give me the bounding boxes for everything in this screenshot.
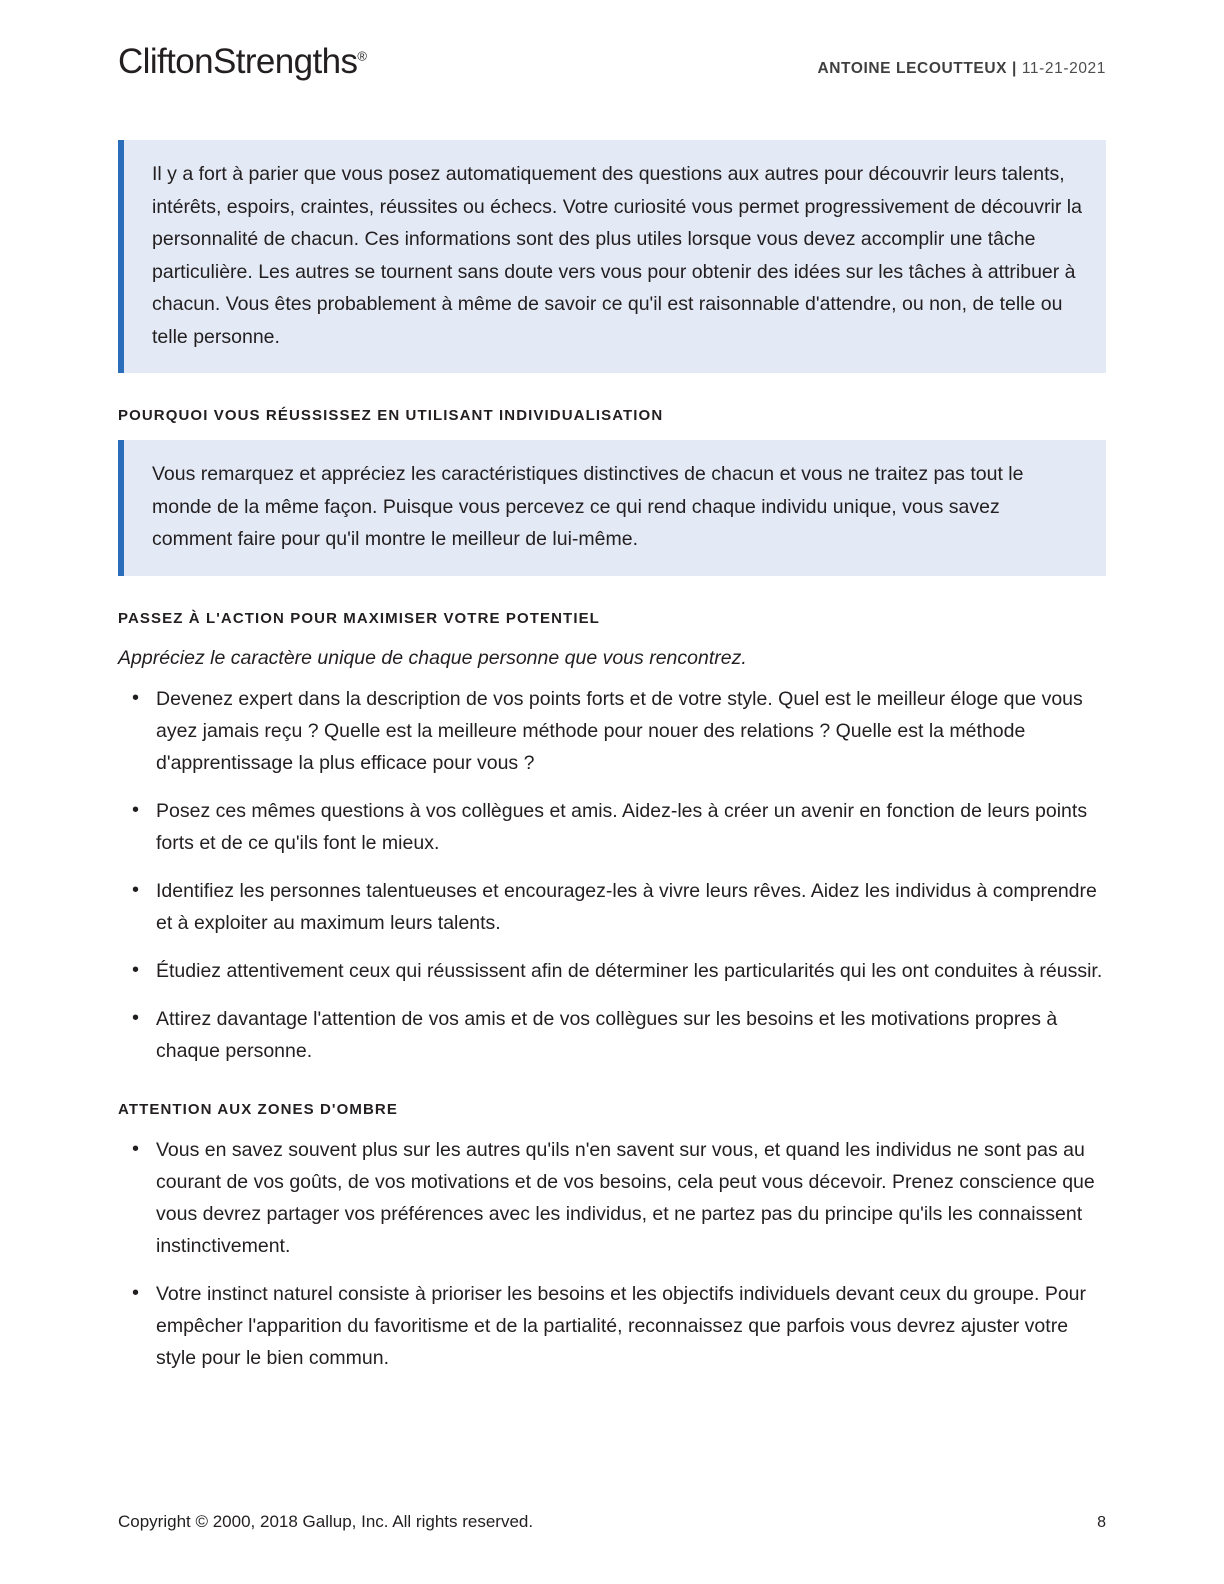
list-item: • Posez ces mêmes questions à vos collègues et amis. Aidez-les à créer un avenir en fonction de leurs points forts et de ce qu'ils font le mieux. bbox=[118, 795, 1106, 859]
page-content bbox=[118, 140, 1106, 1390]
blindspots-items-list bbox=[118, 1134, 1106, 1374]
report-date: 11-21-2021 bbox=[1021, 60, 1106, 77]
intro-callout-text: Il y a fort à parier que vous posez automatiquement des questions aux autres pour découvrir leurs talents, intérêts, espoirs, craintes, réussites ou échecs. Votre curiosité vous permet progressivement de découvrir la personnalité de chacun. Ces informations sont des plus utiles lorsque vous devez accomplir une tâche particulière. Les autres se tournent sans doute vers vous pour obtenir des idées sur les tâches à attribuer à chacun. Vous êtes probablement à même de savoir ce qu'il est raisonnable d'attendre, ou non, de telle ou telle personne. bbox=[152, 163, 1082, 348]
page-footer bbox=[118, 1512, 1106, 1536]
list-item: • Vous en savez souvent plus sur les autres qu'ils n'en savent sur vous, et quand les individus ne sont pas au courant de vos goûts, de vos motivations et de vos besoins, cela peut vous décevoir. Prenez conscience que vous devrez partager vos préférences avec les individus, et ne partez pas du principe qu'ils les connaissent instinctivement. bbox=[118, 1134, 1106, 1262]
cliftonstrengths-logo bbox=[118, 42, 367, 82]
list-item: • Identifiez les personnes talentueuses et encouragez-les à vivre leurs rêves. Aidez les individus à comprendre et à exploiter au maximum leurs talents. bbox=[118, 875, 1106, 939]
page-number: 8 bbox=[1097, 1514, 1106, 1531]
intro-callout bbox=[118, 140, 1106, 373]
section-heading-action: PASSEZ À L'ACTION POUR MAXIMISER VOTRE POTENTIEL bbox=[118, 609, 600, 627]
section-heading-blindspots: ATTENTION AUX ZONES D'OMBRE bbox=[118, 1100, 398, 1118]
action-lead-text: Appréciez le caractère unique de chaque personne que vous rencontrez. bbox=[118, 646, 747, 669]
list-item: • Votre instinct naturel consiste à prioriser les besoins et les objectifs individuels devant ceux du groupe. Pour empêcher l'apparition du favoritisme et de la partialité, reconnaissez que parfois vous devrez ajuster votre style pour le bien commun. bbox=[118, 1278, 1106, 1374]
why-callout bbox=[118, 440, 1106, 576]
list-item: • Étudiez attentivement ceux qui réussissent afin de déterminer les particularités qui les ont conduites à réussir. bbox=[118, 955, 1106, 987]
logo-text: CliftonStrengths bbox=[118, 42, 358, 81]
list-item: • Attirez davantage l'attention de vos amis et de vos collègues sur les besoins et les motivations propres à chaque personne. bbox=[118, 1003, 1106, 1067]
list-item: • Devenez expert dans la description de vos points forts et de votre style. Quel est le meilleur éloge que vous ayez jamais reçu ? Quelle est la meilleure méthode pour nouer des relations ? Quelle est la méthode d'apprentissage la plus efficace pour vous ? bbox=[118, 683, 1106, 779]
why-callout-text: Vous remarquez et appréciez les caractéristiques distinctives de chacun et vous ne traitez pas tout le monde de la même façon. Puisque vous percevez ce qui rend chaque individu unique, vous savez comment faire pour qu'il montre le meilleur de lui-même. bbox=[152, 463, 1024, 550]
user-name: ANTOINE LECOUTTEUX bbox=[817, 60, 1008, 77]
section-heading-why: POURQUOI VOUS RÉUSSISSEZ EN UTILISANT INDIVIDUALISATION bbox=[118, 407, 664, 424]
copyright-text: Copyright © 2000, 2018 Gallup, Inc. All rights reserved. bbox=[118, 1512, 534, 1531]
header-meta bbox=[817, 60, 1106, 78]
page-header bbox=[118, 42, 1106, 102]
header-separator: | bbox=[1012, 60, 1017, 77]
action-items-list bbox=[118, 683, 1106, 1067]
registered-trademark-icon: ® bbox=[357, 48, 368, 64]
